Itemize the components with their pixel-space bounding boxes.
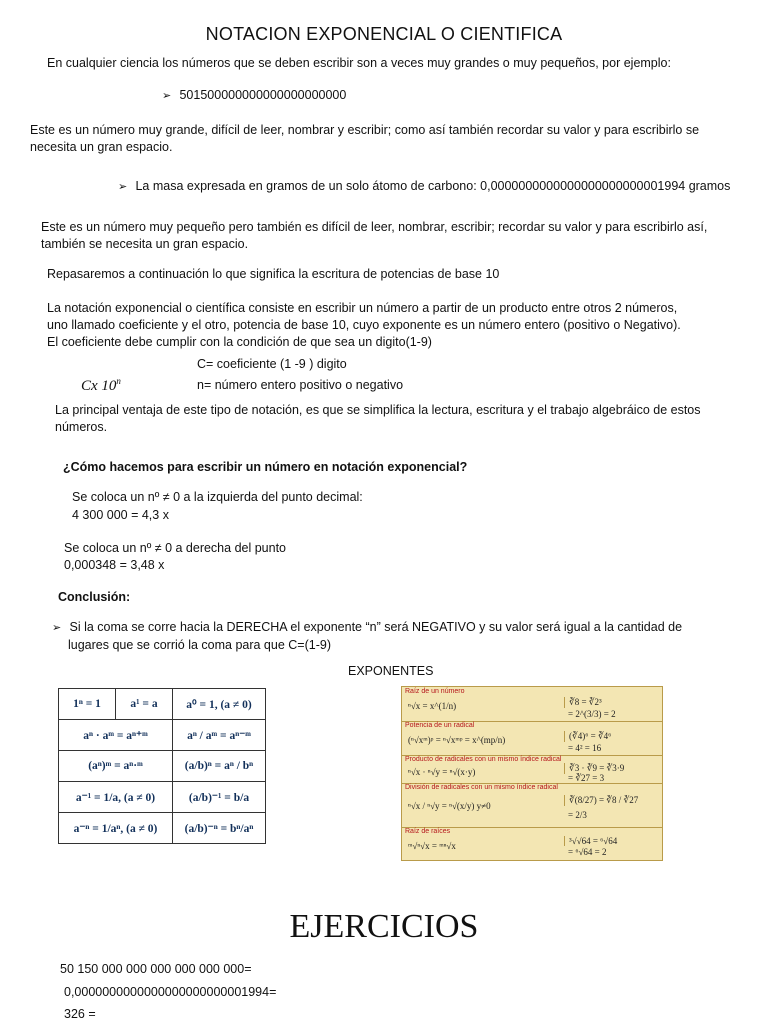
radical-row-header: Raíz de raíces — [405, 828, 451, 835]
coefficient-definition: C= coeficiente (1 -9 ) digito — [197, 357, 347, 371]
conclusion-line-1: Si la coma se corre hacia la DERECHA el exponente “n” será NEGATIVO y su valor será igual a la cantidad de — [69, 620, 683, 634]
table-row — [59, 720, 266, 751]
table-cell: (a/b)⁻¹ = b/a — [173, 782, 266, 813]
exponentes-heading: EXPONENTES — [348, 664, 434, 678]
formula-exponent: n — [116, 376, 121, 386]
para-small-number: Este es un número muy pequeño pero también es difícil de leer, nombrar, escribir; recordar su valor y para escribirlo así, también se necesita un gran espacio. — [41, 220, 708, 251]
formula-base: Cx 10 — [81, 378, 117, 394]
right-rule-example: 0,000348 = 3,48 x — [64, 558, 165, 572]
table-row — [59, 689, 266, 720]
radical-formula: ⁿ√x = x^(1/n) — [408, 701, 457, 711]
table-cell: a⁻¹ = 1/a, (a ≠ 0) — [59, 782, 173, 813]
radical-example-result: = 4² = 16 — [568, 743, 602, 753]
radical-row — [402, 755, 662, 784]
arrow-bullet-icon: ➢ — [52, 622, 62, 634]
intro-text: En cualquier ciencia los números que se deben escribir son a veces muy grandes o muy pequeños, por ejemplo: — [47, 56, 671, 70]
conclusion-bullet — [52, 619, 682, 637]
radical-example-result: = ⁶√64 = 2 — [568, 847, 607, 857]
radical-example: (∛4)⁶ = ∛4⁶ — [564, 731, 611, 742]
definition-line-3: El coeficiente debe cumplir con la condición de que sea un digito(1-9) — [47, 335, 432, 349]
radical-row-header: Producto de radicales con un mismo índice radical — [405, 756, 562, 763]
radical-row-header: Potencia de un radical — [405, 722, 475, 729]
table-row — [59, 782, 266, 813]
table-cell: aⁿ · aᵐ = aⁿ⁺ᵐ — [59, 720, 173, 751]
radical-row — [402, 827, 662, 860]
definition-line-2: uno llamado coeficiente y el otro, potencia de base 10, cuyo exponente es un número entero (positivo o Negativo). — [47, 318, 681, 332]
radical-example-result: = ∛27 = 3 — [568, 773, 605, 783]
table-cell: a⁻ⁿ = 1/aⁿ, (a ≠ 0) — [59, 813, 173, 844]
carbon-mass-text: La masa expresada en gramos de un solo átomo de carbono: 0,0000000000000000000000001994 gramos — [135, 179, 731, 193]
radical-example-result: = 2/3 — [568, 810, 587, 820]
radicals-properties-image — [401, 686, 663, 861]
arrow-bullet-icon: ➢ — [162, 90, 172, 102]
radical-row — [402, 783, 662, 828]
radical-formula: (ⁿ√xᵐ)ᵖ = ⁿ√xᵐᵖ = x^(mp/n) — [408, 735, 506, 745]
bullet-large-number — [162, 87, 346, 105]
table-cell: aⁿ / aᵐ = aⁿ⁻ᵐ — [173, 720, 266, 751]
conclusion-heading: Conclusión: — [58, 590, 131, 604]
conclusion-line-2: lugares que se corrió la coma para que C=(1-9) — [68, 638, 331, 652]
exponent-definition: n= número entero positivo o negativo — [197, 378, 404, 392]
large-number: 501500000000000000000000 — [179, 88, 347, 102]
radical-formula: ⁿ√x / ⁿ√y = ⁿ√(x/y) y≠0 — [408, 801, 491, 811]
table-row — [59, 751, 266, 782]
radical-formula: ᵐ√ⁿ√x = ᵐⁿ√x — [408, 841, 456, 851]
page-title: NOTACION EXPONENCIAL O CIENTIFICA — [205, 24, 563, 44]
question-heading: ¿Cómo hacemos para escribir un número en notación exponencial? — [63, 460, 468, 474]
radical-row-header: Raíz de un número — [405, 688, 465, 695]
radical-example-result: = 2^(3/3) = 2 — [568, 709, 616, 719]
table-cell: 1ⁿ = 1 — [59, 689, 116, 720]
advantage-text: La principal ventaja de este tipo de notación, es que se simplifica la lectura, escritura y el trabajo algebráico de estos números. — [55, 403, 701, 434]
radical-row — [402, 721, 662, 756]
left-rule-line-1: Se coloca un nº ≠ 0 a la izquierda del punto decimal: — [72, 490, 363, 504]
table-cell: a¹ = a — [116, 689, 173, 720]
table-cell: (aⁿ)ᵐ = aⁿ·ᵐ — [59, 751, 173, 782]
table-cell: a⁰ = 1, (a ≠ 0) — [173, 689, 266, 720]
exercise-2: 0,0000000000000000000000001994= — [64, 985, 277, 999]
radical-example: ∛3 · ∛9 = ∛3·9 — [564, 763, 624, 774]
table-cell: (a/b)⁻ⁿ = bⁿ/aⁿ — [173, 813, 266, 844]
bullet-carbon-mass — [118, 178, 730, 196]
para-large-number: Este es un número muy grande, difícil de leer, nombrar y escribir; como así también recordar su valor y para escribirlo se necesita un gran espacio. — [30, 123, 700, 154]
scientific-formula — [81, 376, 121, 395]
definition-line-1: La notación exponencial o científica consiste en escribir un número a partir de un producto entre otros 2 números, — [47, 301, 678, 315]
exercise-3: 326 = — [64, 1007, 96, 1021]
table-cell: (a/b)ⁿ = aⁿ / bⁿ — [173, 751, 266, 782]
repaso-text: Repasaremos a continuación lo que significa la escritura de potencias de base 10 — [47, 267, 500, 281]
exponent-rules-table — [58, 688, 266, 844]
radical-example: ∛(8/27) = ∛8 / ∛27 — [564, 795, 638, 806]
radical-formula: ⁿ√x · ⁿ√y = ⁿ√(x·y) — [408, 767, 476, 777]
radical-row — [402, 687, 662, 722]
radical-example: ∛8 = ∛2³ — [564, 697, 602, 708]
right-rule-line-1: Se coloca un nº ≠ 0 a derecha del punto — [64, 541, 286, 555]
table-row — [59, 813, 266, 844]
exercises-heading: EJERCICIOS — [289, 908, 479, 945]
radical-row-header: División de radicales con un mismo índice radical — [405, 784, 558, 791]
exercise-1: 50 150 000 000 000 000 000 000= — [60, 962, 252, 976]
radical-example: ³√√64 = ⁶√64 — [564, 836, 617, 846]
left-rule-example: 4 300 000 = 4,3 x — [72, 508, 169, 522]
arrow-bullet-icon: ➢ — [118, 181, 128, 193]
